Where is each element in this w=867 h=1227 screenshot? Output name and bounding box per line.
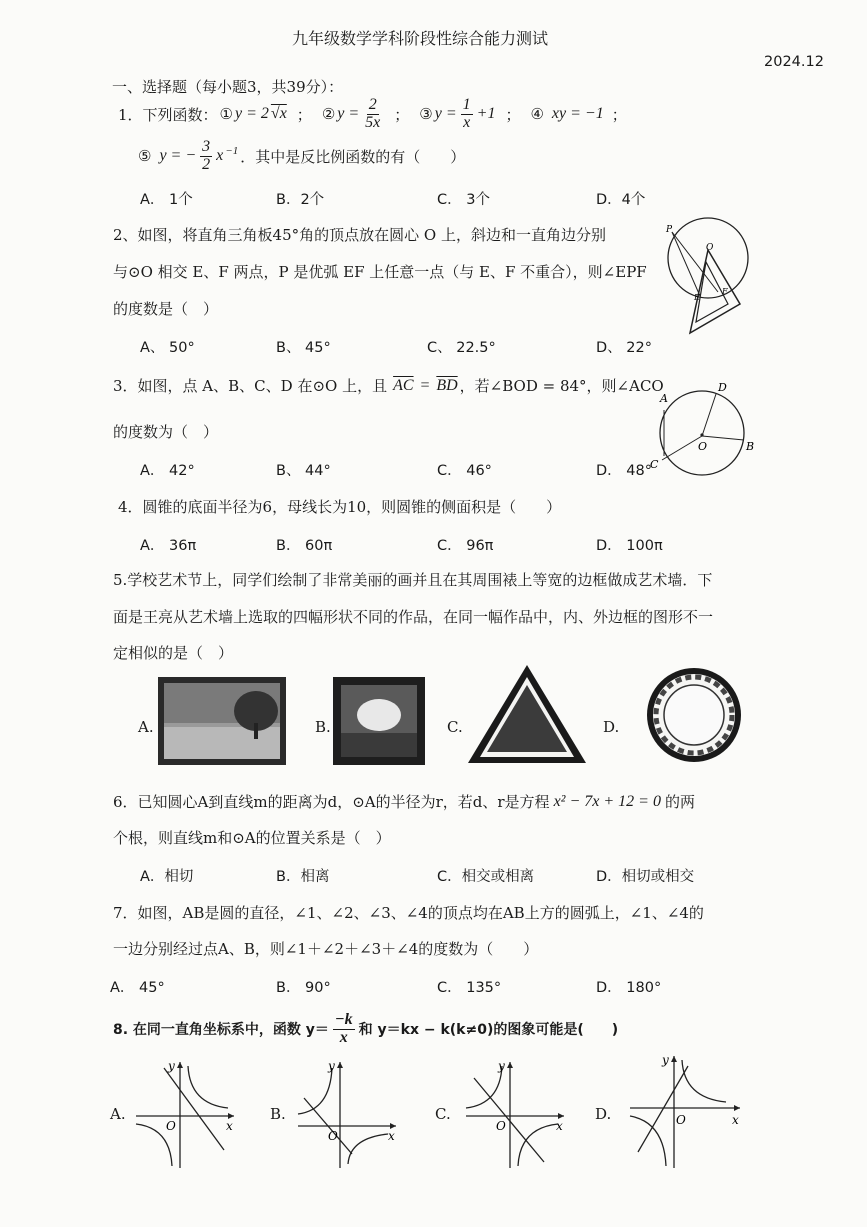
q1-f4-mark: ④ bbox=[530, 105, 544, 123]
q6-option-b[interactable]: B．相离 bbox=[276, 869, 330, 885]
q8-option-b[interactable]: B. bbox=[270, 1105, 286, 1123]
q1-sep-1: ； bbox=[296, 105, 312, 124]
q4-option-b[interactable]: B． 60π bbox=[276, 538, 333, 554]
q1-f4-sep: ； bbox=[611, 105, 627, 124]
q1-f3-denominator: x bbox=[463, 113, 471, 131]
q3-option-b[interactable]: B、 44° bbox=[276, 463, 331, 479]
q1-option-d[interactable]: D．4个 bbox=[596, 192, 646, 208]
q8-text bbox=[113, 1012, 618, 1046]
q3-option-a[interactable]: A． 42° bbox=[140, 463, 195, 479]
q1-suffix: ．其中是反比例函数的有（ ） bbox=[240, 147, 466, 166]
q5-line-3: 定相似的是（ ） bbox=[113, 644, 234, 662]
q1-sep-3: ； bbox=[505, 105, 521, 124]
q1-f5-exponent: −1 bbox=[225, 145, 239, 157]
q8-option-d[interactable]: D. bbox=[595, 1105, 612, 1123]
q1-f3-lhs: y = bbox=[434, 105, 457, 122]
q1-f4-expr: xy = −1 bbox=[551, 105, 604, 122]
q1-f3-mark: ③ bbox=[419, 105, 433, 123]
q1-prefix: 1．下列函数： bbox=[118, 105, 218, 124]
q2-circle-triangle-figure bbox=[660, 218, 760, 338]
q8-a-origin: O bbox=[166, 1119, 176, 1133]
q7-line-1: 7．如图，AB是圆的直径，∠1、∠2、∠3、∠4的顶点均在AB上方的圆弧上，∠1、∠4的 bbox=[113, 904, 704, 922]
q3-label-a: A bbox=[660, 392, 668, 405]
q6-text-b: 的两 bbox=[664, 793, 695, 811]
q4-option-c[interactable]: C． 96π bbox=[437, 538, 494, 554]
q5-line-2: 面是王亮从艺术墙上选取的四幅形状不同的作品，在同一幅作品中，内、外边框的图形不一 bbox=[113, 608, 714, 626]
q1-f2-denominator: 5x bbox=[365, 113, 381, 131]
section-heading: 一、选择题（每小题3，共39分）： bbox=[112, 78, 344, 96]
q2-option-d[interactable]: D、 22° bbox=[596, 340, 652, 356]
q3-label-b: B bbox=[746, 440, 755, 453]
q8-text-a: 8. 在同一直角坐标系中，函数 y＝ bbox=[113, 1022, 329, 1038]
q1-f1-radical: √x bbox=[270, 105, 287, 122]
q8-a-y-label: y bbox=[168, 1059, 175, 1073]
q8-graph-c bbox=[458, 1058, 570, 1170]
q2-label-f: F bbox=[722, 287, 728, 296]
q5-line-1: 5.学校艺术节上，同学们绘制了非常美丽的画并且在其周围裱上等宽的边框做成艺术墙．下 bbox=[113, 571, 713, 589]
q8-text-b: 和 y＝kx − k(k≠0)的图象可能是( ) bbox=[358, 1022, 619, 1038]
q5-picture-a-landscape bbox=[158, 677, 286, 765]
q1-f2-mark: ② bbox=[321, 105, 336, 123]
q3-equals: = bbox=[419, 376, 431, 394]
q7-option-b[interactable]: B． 90° bbox=[276, 980, 331, 996]
q8-c-y-label: y bbox=[498, 1059, 505, 1073]
q1-f5-fraction bbox=[200, 139, 212, 174]
q2-option-b[interactable]: B、 45° bbox=[276, 340, 331, 356]
q2-line-1: 2、如图，将直角三角板45°角的顶点放在圆心 O 上，斜边和一直角边分别 bbox=[113, 226, 606, 244]
q7-option-d[interactable]: D． 180° bbox=[596, 980, 662, 996]
q1-f2-fraction bbox=[363, 97, 382, 132]
q3-circle-figure bbox=[648, 378, 758, 473]
q3-line-2: 的度数为（ ） bbox=[113, 423, 219, 441]
q1-option-b[interactable]: B．2个 bbox=[276, 192, 325, 208]
q8-graph-b bbox=[290, 1058, 402, 1170]
q3-text-a: 3．如图，点 A、B、C、D 在⊙O 上，且 bbox=[113, 377, 388, 395]
q8-fraction bbox=[333, 1012, 355, 1047]
q3-option-d[interactable]: D． 48° bbox=[596, 463, 652, 479]
q5-option-c[interactable]: C. bbox=[447, 718, 463, 736]
q6-option-a[interactable]: A．相切 bbox=[140, 869, 194, 885]
q8-graph-d bbox=[622, 1052, 746, 1170]
q1-f1-mark: ① bbox=[219, 105, 233, 123]
q6-equation: x² − 7x + 12 = 0 bbox=[553, 792, 661, 810]
q7-option-c[interactable]: C． 135° bbox=[437, 980, 502, 996]
q8-d-x-label: x bbox=[732, 1113, 739, 1127]
q3-arc-ac: $\overline{AC}$ bbox=[393, 376, 414, 394]
q3-label-d: D bbox=[718, 381, 727, 394]
q6-line-1 bbox=[113, 791, 695, 812]
q2-line-2: 与⊙O 相交 E、F 两点，P 是优弧 EF 上任意一点（与 E、F 不重合），则∠EPF bbox=[113, 263, 647, 281]
q2-label-o: O bbox=[706, 243, 714, 253]
q8-option-a[interactable]: A. bbox=[110, 1105, 126, 1123]
q2-label-e: E bbox=[694, 293, 700, 302]
q1-f5-lhs: y = − bbox=[159, 147, 197, 164]
q8-denominator: x bbox=[339, 1028, 348, 1046]
q1-f2-numerator: 2 bbox=[368, 95, 377, 113]
q5-picture-d-circle bbox=[646, 667, 742, 763]
q8-c-x-label: x bbox=[556, 1119, 563, 1133]
q1-f3-fraction bbox=[461, 97, 473, 132]
q6-text-a: 6．已知圆心A到直线m的距离为d，⊙A的半径为r，若d、r是方程 bbox=[113, 793, 550, 811]
q4-option-d[interactable]: D． 100π bbox=[596, 538, 663, 554]
question-1-line-2 bbox=[138, 138, 465, 174]
q2-option-c[interactable]: C、 22.5° bbox=[427, 340, 496, 356]
q1-f3-tail: +1 bbox=[476, 105, 496, 122]
q8-d-y-label: y bbox=[662, 1053, 669, 1067]
q2-option-a[interactable]: A、 50° bbox=[140, 340, 195, 356]
q5-option-b[interactable]: B. bbox=[315, 718, 331, 736]
q1-f5-tail: x bbox=[216, 147, 224, 164]
q8-a-x-label: x bbox=[226, 1119, 233, 1133]
q8-option-c[interactable]: C. bbox=[435, 1105, 451, 1123]
q3-label-c: C bbox=[650, 458, 659, 471]
q8-d-origin: O bbox=[676, 1113, 686, 1127]
q1-sep-2: ； bbox=[394, 105, 410, 124]
q1-option-c[interactable]: C． 3个 bbox=[437, 192, 490, 208]
q8-numerator: −k bbox=[334, 1010, 353, 1028]
q3-line-1 bbox=[113, 375, 664, 396]
q6-option-d[interactable]: D．相切或相交 bbox=[596, 869, 695, 885]
q8-b-x-label: x bbox=[388, 1129, 395, 1143]
q1-f2-lhs: y = bbox=[337, 105, 360, 122]
q1-f5-denominator: 2 bbox=[202, 155, 211, 173]
q5-picture-b-square bbox=[333, 677, 425, 765]
q5-option-a[interactable]: A. bbox=[138, 718, 154, 736]
q2-line-3: 的度数是（ ） bbox=[113, 300, 219, 318]
q5-option-d[interactable]: D. bbox=[603, 718, 620, 736]
q3-label-o: O bbox=[698, 440, 708, 453]
q6-option-c[interactable]: C．相交或相离 bbox=[437, 869, 535, 885]
exam-date: 2024.12 bbox=[764, 54, 824, 70]
q1-f5-numerator: 3 bbox=[202, 137, 211, 155]
q8-b-y-label: y bbox=[328, 1059, 335, 1073]
page-title: 九年级数学学科阶段性综合能力测试 bbox=[292, 29, 549, 48]
q3-arc-bd: $\overline{BD}$ bbox=[436, 376, 458, 394]
q2-label-p: P bbox=[666, 225, 673, 235]
q8-b-origin: O bbox=[328, 1129, 338, 1143]
q7-line-2: 一边分别经过点A、B，则∠1＋∠2＋∠3＋∠4的度数为（ ） bbox=[113, 940, 539, 958]
q7-option-a[interactable]: A． 45° bbox=[110, 980, 165, 996]
question-1-line-1 bbox=[118, 96, 627, 132]
q3-text-b: ，若∠BOD = 84°，则∠ACO bbox=[459, 377, 664, 395]
q1-option-a[interactable]: A． 1个 bbox=[140, 192, 193, 208]
q3-option-c[interactable]: C． 46° bbox=[437, 463, 492, 479]
q8-c-origin: O bbox=[496, 1119, 506, 1133]
q5-picture-c-triangle bbox=[468, 665, 586, 763]
q4-text: 4．圆锥的底面半径为6，母线长为10，则圆锥的侧面积是（ ） bbox=[118, 498, 562, 516]
q1-f3-numerator: 1 bbox=[462, 95, 471, 113]
q4-option-a[interactable]: A． 36π bbox=[140, 538, 197, 554]
q8-graph-a bbox=[128, 1058, 240, 1170]
q6-line-2: 个根，则直线m和⊙A的位置关系是（ ） bbox=[113, 829, 391, 847]
q1-f5-mark: ⑤ bbox=[138, 147, 152, 165]
q1-f1-lhs: y = 2 bbox=[235, 105, 269, 122]
